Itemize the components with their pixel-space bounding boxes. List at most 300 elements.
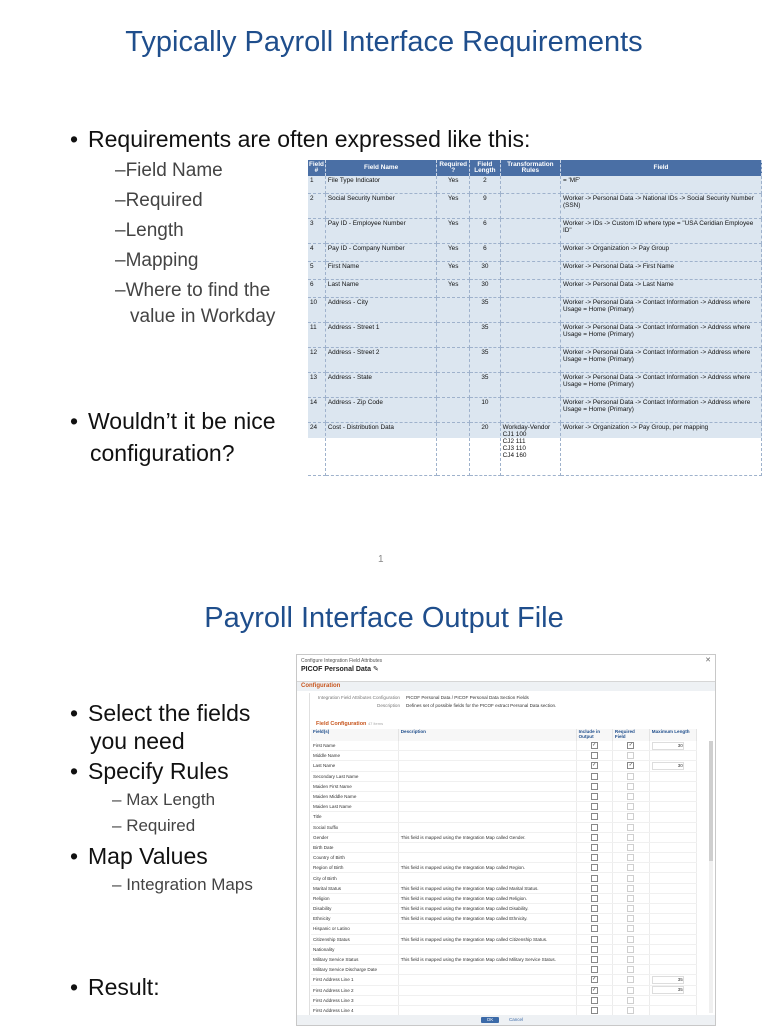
- description-cell: [398, 995, 576, 1005]
- req-cell: [500, 348, 560, 373]
- bullet-text: Map Values: [88, 843, 208, 869]
- include-cell: [576, 965, 612, 975]
- required-checkbox[interactable]: [627, 987, 634, 994]
- bullet-text: Select the fields: [88, 700, 251, 726]
- required-checkbox[interactable]: [627, 966, 634, 973]
- bullet-text: Specify Rules: [88, 758, 229, 784]
- include-checkbox[interactable]: [591, 824, 598, 831]
- grid-header-cell: Description: [398, 729, 576, 741]
- required-cell: [612, 791, 649, 801]
- req-cell: Pay ID - Employee Number: [325, 219, 436, 244]
- req-header-cell: Transformation Rules: [500, 160, 560, 176]
- sub-text: Required: [125, 190, 203, 211]
- req-cell: 6: [470, 244, 501, 262]
- required-checkbox[interactable]: [627, 997, 634, 1004]
- ok-button[interactable]: OK: [481, 1017, 499, 1023]
- bullet-result: • Result:: [70, 974, 160, 1000]
- grid-row: [311, 924, 697, 934]
- req-cell: Worker -> Personal Data -> Last Name: [561, 280, 762, 298]
- field-cell: First Address Line 1: [311, 975, 398, 985]
- req-cell: Workday-Vendor CJ1 100 CJ2 111 CJ3 110 CJ4 160: [500, 423, 560, 476]
- req-cell: Address - Street 1: [325, 323, 436, 348]
- max-length-cell: [649, 904, 696, 914]
- req-cell: 9: [470, 194, 501, 219]
- req-cell: 2: [308, 194, 325, 219]
- req-header-cell: Required ?: [437, 160, 470, 176]
- max-length-cell: [649, 954, 696, 964]
- sub-integration-maps: – Integration Maps: [112, 875, 253, 894]
- required-cell: [612, 863, 649, 873]
- required-cell: [612, 995, 649, 1005]
- field-cell: Citizenship Status: [311, 934, 398, 944]
- max-length-input[interactable]: 35: [652, 976, 684, 984]
- required-cell: [612, 842, 649, 852]
- req-cell: 35: [470, 373, 501, 398]
- max-length-cell: [649, 812, 696, 822]
- description-cell: This field is mapped using the Integration Map called Gender.: [398, 832, 576, 842]
- required-checkbox[interactable]: [627, 803, 634, 810]
- required-cell: [612, 802, 649, 812]
- include-cell: [576, 761, 612, 771]
- req-cell: Worker -> Organization -> Pay Group, per mapping: [561, 423, 762, 476]
- fc-label: Field Configuration: [316, 721, 367, 727]
- max-length-cell: [649, 914, 696, 924]
- edit-icon[interactable]: ✎: [372, 666, 379, 673]
- grid-row: [311, 873, 697, 883]
- max-length-cell: [649, 802, 696, 812]
- grid-scrollbar[interactable]: [709, 741, 713, 1013]
- sub-text: Length: [125, 220, 184, 241]
- grid-row: [311, 781, 697, 791]
- max-length-cell: [649, 883, 696, 893]
- cfg-value[interactable]: PICOF Personal Data / PICOF Personal Data Section Fields: [406, 695, 529, 700]
- include-checkbox[interactable]: ✓: [592, 976, 597, 983]
- max-length-cell: [649, 975, 696, 985]
- req-cell: 1: [308, 176, 325, 194]
- max-length-cell: [649, 944, 696, 954]
- req-cell: [437, 348, 470, 373]
- description-cell: [398, 822, 576, 832]
- description-cell: [398, 741, 576, 751]
- description-cell: [398, 944, 576, 954]
- include-checkbox[interactable]: ✓: [592, 762, 597, 769]
- field-cell: Hispanic or Latino: [311, 924, 398, 934]
- grid-header-cell: Include in Output: [576, 729, 612, 741]
- required-cell: [612, 914, 649, 924]
- req-row: [308, 280, 762, 298]
- sub-text: Required: [126, 816, 196, 835]
- include-checkbox[interactable]: [591, 773, 598, 780]
- max-length-cell: [649, 822, 696, 832]
- grid-row: [311, 944, 697, 954]
- grid-header-cell: Field(s): [311, 729, 398, 741]
- include-cell: [576, 985, 612, 995]
- req-cell: Cost - Distribution Data: [325, 423, 436, 476]
- required-cell: [612, 924, 649, 934]
- include-checkbox[interactable]: [591, 783, 598, 790]
- include-checkbox[interactable]: [591, 936, 598, 943]
- req-cell: Pay ID - Company Number: [325, 244, 436, 262]
- grid-row: [311, 985, 697, 995]
- required-checkbox[interactable]: [627, 834, 634, 841]
- include-checkbox[interactable]: [591, 1007, 598, 1014]
- req-cell: Worker -> Personal Data -> First Name: [561, 262, 762, 280]
- description-cell: [398, 853, 576, 863]
- field-cell: Country of Birth: [311, 853, 398, 863]
- description-cell: [398, 802, 576, 812]
- bullet-select-fields-cont: you need: [90, 728, 185, 754]
- max-length-cell: [649, 934, 696, 944]
- bullet-map-values: • Map Values: [70, 843, 208, 869]
- max-length-cell: [649, 873, 696, 883]
- req-cell: [437, 298, 470, 323]
- req-header-cell: Field: [561, 160, 762, 176]
- include-checkbox[interactable]: [591, 915, 598, 922]
- include-checkbox[interactable]: [591, 752, 598, 759]
- include-cell: [576, 934, 612, 944]
- sub-max-length: – Max Length: [112, 790, 216, 809]
- description-cell: [398, 751, 576, 761]
- include-cell: [576, 883, 612, 893]
- description-cell: This field is mapped using the Integration Map called Citizenship Status.: [398, 934, 576, 944]
- description-cell: [398, 975, 576, 985]
- field-cell: Military Service Discharge Date: [311, 965, 398, 975]
- description-cell: [398, 791, 576, 801]
- dialog-title: [301, 665, 379, 673]
- scroll-thumb[interactable]: [709, 741, 713, 861]
- req-cell: 11: [308, 323, 325, 348]
- requirements-table: [308, 160, 762, 459]
- include-cell: [576, 954, 612, 964]
- dialog-footer: [297, 1015, 715, 1025]
- required-checkbox[interactable]: [627, 956, 634, 963]
- cancel-button[interactable]: Cancel: [509, 1017, 524, 1022]
- max-length-cell: [649, 741, 696, 751]
- grid-body: [311, 741, 697, 1016]
- include-checkbox[interactable]: [591, 966, 598, 973]
- req-row: [308, 348, 762, 373]
- grid-header: [311, 729, 697, 741]
- required-cell: [612, 771, 649, 781]
- include-checkbox[interactable]: [591, 895, 598, 902]
- sub-text: Integration Maps: [126, 875, 253, 894]
- grid-row: [311, 914, 697, 924]
- req-row: [308, 373, 762, 398]
- section-label: Configuration: [301, 683, 341, 689]
- req-cell: [500, 194, 560, 219]
- description-cell: This field is mapped using the Integration Map called Marital Status.: [398, 883, 576, 893]
- include-checkbox[interactable]: [591, 875, 598, 882]
- required-cell: [612, 883, 649, 893]
- req-cell: First Name: [325, 262, 436, 280]
- include-cell: [576, 914, 612, 924]
- include-checkbox[interactable]: [591, 844, 598, 851]
- req-cell: File Type Indicator: [325, 176, 436, 194]
- field-cell: Disability: [311, 904, 398, 914]
- max-length-cell: [649, 965, 696, 975]
- field-cell: Nationality: [311, 944, 398, 954]
- field-cell: Secondary Last Name: [311, 771, 398, 781]
- grid-row: [311, 791, 697, 801]
- req-cell: Address - State: [325, 373, 436, 398]
- include-cell: [576, 924, 612, 934]
- slide1-title: Typically Payroll Interface Requirements: [125, 26, 643, 58]
- desc-value: Defines set of possible fields for the PICOF extract Personal Data section.: [406, 703, 557, 708]
- required-checkbox[interactable]: [627, 976, 634, 983]
- description-cell: This field is mapped using the Integration Map called Military Service Status.: [398, 954, 576, 964]
- grid-row: [311, 883, 697, 893]
- sub-required: –Required: [115, 190, 203, 211]
- bullet-specify-rules: • Specify Rules: [70, 758, 229, 784]
- field-cell: Military Service Status: [311, 954, 398, 964]
- close-icon[interactable]: ✕: [705, 657, 711, 664]
- req-cell: 35: [470, 348, 501, 373]
- max-length-cell: [649, 791, 696, 801]
- sub-text: Field Name: [125, 160, 223, 181]
- field-cell: First Name: [311, 741, 398, 751]
- required-cell: [612, 761, 649, 771]
- req-cell: Worker -> Personal Data -> Contact Information -> Address where Usage = Home (Primary): [561, 373, 762, 398]
- req-cell: 13: [308, 373, 325, 398]
- req-row: [308, 298, 762, 323]
- sub-required2: – Required: [112, 816, 196, 835]
- include-cell: [576, 853, 612, 863]
- max-length-input[interactable]: 30: [652, 742, 684, 750]
- req-cell: 10: [470, 398, 501, 423]
- description-cell: [398, 812, 576, 822]
- req-row: [308, 244, 762, 262]
- req-cell: [500, 244, 560, 262]
- include-checkbox[interactable]: [591, 834, 598, 841]
- field-cell: Maiden Middle Name: [311, 791, 398, 801]
- required-checkbox[interactable]: [627, 813, 634, 820]
- req-cell: [500, 398, 560, 423]
- include-cell: [576, 822, 612, 832]
- include-checkbox[interactable]: [591, 803, 598, 810]
- bullet-text: Wouldn’t it be nice: [88, 408, 276, 434]
- include-checkbox[interactable]: [591, 956, 598, 963]
- bullet-text: Result:: [88, 974, 160, 1000]
- required-checkbox[interactable]: [627, 946, 634, 953]
- grid-row: [311, 812, 697, 822]
- max-length-cell: [649, 995, 696, 1005]
- include-checkbox[interactable]: [591, 864, 598, 871]
- required-checkbox[interactable]: [627, 844, 634, 851]
- sub-field-name: –Field Name: [115, 160, 223, 181]
- include-checkbox[interactable]: [591, 885, 598, 892]
- required-checkbox[interactable]: [627, 773, 634, 780]
- include-cell: [576, 863, 612, 873]
- req-cell: [500, 176, 560, 194]
- include-cell: [576, 832, 612, 842]
- required-checkbox[interactable]: [627, 905, 634, 912]
- dialog-subtitle: Configure Integration Field Attributes: [301, 658, 383, 664]
- req-cell: 4: [308, 244, 325, 262]
- grid-row: [311, 965, 697, 975]
- req-cell: [500, 298, 560, 323]
- req-row: [308, 423, 762, 476]
- req-cell: Yes: [437, 176, 470, 194]
- field-configuration-heading: [316, 721, 383, 727]
- required-checkbox[interactable]: ✓: [628, 742, 633, 749]
- req-cell: [500, 323, 560, 348]
- max-length-cell: [649, 842, 696, 852]
- field-cell: City of Birth: [311, 873, 398, 883]
- desc-label: Description: [377, 703, 400, 708]
- description-cell: [398, 771, 576, 781]
- sub-text: Mapping: [125, 250, 199, 271]
- grid-row: [311, 761, 697, 771]
- max-length-cell: [649, 761, 696, 771]
- req-row: [308, 323, 762, 348]
- required-cell: [612, 812, 649, 822]
- field-cell: First Address Line 3: [311, 995, 398, 1005]
- max-length-cell: [649, 751, 696, 761]
- field-cell: Social Suffix: [311, 822, 398, 832]
- field-cell: Maiden First Name: [311, 781, 398, 791]
- req-cell: [437, 398, 470, 423]
- required-cell: [612, 954, 649, 964]
- max-length-input[interactable]: 30: [652, 762, 684, 770]
- include-checkbox[interactable]: [591, 813, 598, 820]
- req-cell: 35: [470, 323, 501, 348]
- grid-header-cell: Maximum Length: [649, 729, 696, 741]
- field-cell: First Address Line 4: [311, 1005, 398, 1015]
- req-cell: [500, 219, 560, 244]
- required-checkbox[interactable]: [627, 925, 634, 932]
- required-cell: [612, 873, 649, 883]
- bullet-text: Requirements are often expressed like this:: [88, 126, 531, 152]
- field-cell: Gender: [311, 832, 398, 842]
- include-checkbox[interactable]: [591, 997, 598, 1004]
- fc-count: 47 items: [367, 721, 384, 726]
- description-cell: [398, 842, 576, 852]
- include-checkbox[interactable]: ✓: [592, 742, 597, 749]
- max-length-cell: [649, 853, 696, 863]
- grid-header-cell: Required Field: [612, 729, 649, 741]
- slide1-bullet-nice-cont: configuration?: [90, 440, 235, 466]
- required-checkbox[interactable]: [627, 864, 634, 871]
- req-cell: [437, 323, 470, 348]
- requirements-table-header: [308, 160, 762, 176]
- grid-row: [311, 832, 697, 842]
- required-checkbox[interactable]: [627, 875, 634, 882]
- required-checkbox[interactable]: [627, 783, 634, 790]
- required-cell: [612, 832, 649, 842]
- requirements-table-body: [308, 176, 762, 476]
- max-length-cell: [649, 924, 696, 934]
- required-checkbox[interactable]: [627, 824, 634, 831]
- description-cell: [398, 761, 576, 771]
- max-length-cell: [649, 781, 696, 791]
- grid-row: [311, 995, 697, 1005]
- sub-where-to-find-cont: value in Workday: [130, 306, 276, 327]
- include-cell: [576, 893, 612, 903]
- grid-row: [311, 751, 697, 761]
- max-length-cell: [649, 771, 696, 781]
- required-checkbox[interactable]: [627, 1007, 634, 1014]
- configuration-section-header: [297, 681, 715, 691]
- include-cell: [576, 904, 612, 914]
- sub-mapping: –Mapping: [115, 250, 199, 271]
- req-cell: 12: [308, 348, 325, 373]
- grid-row: [311, 863, 697, 873]
- required-checkbox[interactable]: [627, 895, 634, 902]
- req-cell: [500, 280, 560, 298]
- field-cell: Region of Birth: [311, 863, 398, 873]
- req-row: [308, 194, 762, 219]
- field-cell: Title: [311, 812, 398, 822]
- req-cell: Yes: [437, 194, 470, 219]
- req-cell: 6: [470, 219, 501, 244]
- req-cell: Worker -> Personal Data -> National IDs -> Social Security Number (SSN): [561, 194, 762, 219]
- req-cell: Yes: [437, 244, 470, 262]
- include-cell: [576, 944, 612, 954]
- include-cell: [576, 741, 612, 751]
- req-header-cell: Field #: [309, 161, 324, 174]
- required-cell: [612, 985, 649, 995]
- req-cell: 20: [470, 423, 501, 476]
- required-checkbox[interactable]: [627, 936, 634, 943]
- bullet-select-fields: • Select the fields: [70, 700, 251, 726]
- grid-row: [311, 741, 697, 751]
- req-cell: [437, 373, 470, 398]
- required-checkbox[interactable]: [627, 915, 634, 922]
- req-row: [308, 176, 762, 194]
- include-checkbox[interactable]: [591, 905, 598, 912]
- required-cell: [612, 751, 649, 761]
- include-checkbox[interactable]: ✓: [592, 986, 597, 993]
- grid-row: [311, 802, 697, 812]
- description-cell: This field is mapped using the Integration Map called Ethnicity.: [398, 914, 576, 924]
- include-checkbox[interactable]: [591, 793, 598, 800]
- req-cell: Yes: [437, 219, 470, 244]
- sub-text: Max Length: [126, 790, 216, 809]
- required-checkbox[interactable]: [627, 885, 634, 892]
- req-cell: Worker -> Personal Data -> Contact Information -> Address where Usage = Home (Primary): [561, 398, 762, 423]
- required-checkbox[interactable]: ✓: [628, 762, 633, 769]
- include-checkbox[interactable]: [591, 854, 598, 861]
- max-length-input[interactable]: 35: [652, 986, 684, 994]
- max-length-cell: [649, 863, 696, 873]
- req-cell: 2: [470, 176, 501, 194]
- required-cell: [612, 741, 649, 751]
- field-cell: Birth Date: [311, 842, 398, 852]
- required-cell: [612, 965, 649, 975]
- description-cell: [398, 873, 576, 883]
- req-cell: Yes: [437, 280, 470, 298]
- req-cell: [437, 423, 470, 476]
- sub-where-to-find: –Where to find the: [115, 280, 271, 301]
- max-length-cell: [649, 893, 696, 903]
- required-cell: [612, 893, 649, 903]
- dialog-title-text: PICOF Personal Data: [301, 666, 372, 673]
- include-checkbox[interactable]: [591, 946, 598, 953]
- req-cell: Last Name: [325, 280, 436, 298]
- max-length-cell: [649, 832, 696, 842]
- include-checkbox[interactable]: [591, 925, 598, 932]
- req-cell: Yes: [437, 262, 470, 280]
- required-checkbox[interactable]: [627, 854, 634, 861]
- required-checkbox[interactable]: [627, 793, 634, 800]
- req-cell: Worker -> Personal Data -> Contact Information -> Address where Usage = Home (Primary): [561, 323, 762, 348]
- req-cell: [500, 262, 560, 280]
- req-cell: 14: [308, 398, 325, 423]
- required-checkbox[interactable]: [627, 752, 634, 759]
- req-cell: 10: [308, 298, 325, 323]
- configure-dialog: [296, 654, 716, 1026]
- description-cell: This field is mapped using the Integration Map called Region.: [398, 863, 576, 873]
